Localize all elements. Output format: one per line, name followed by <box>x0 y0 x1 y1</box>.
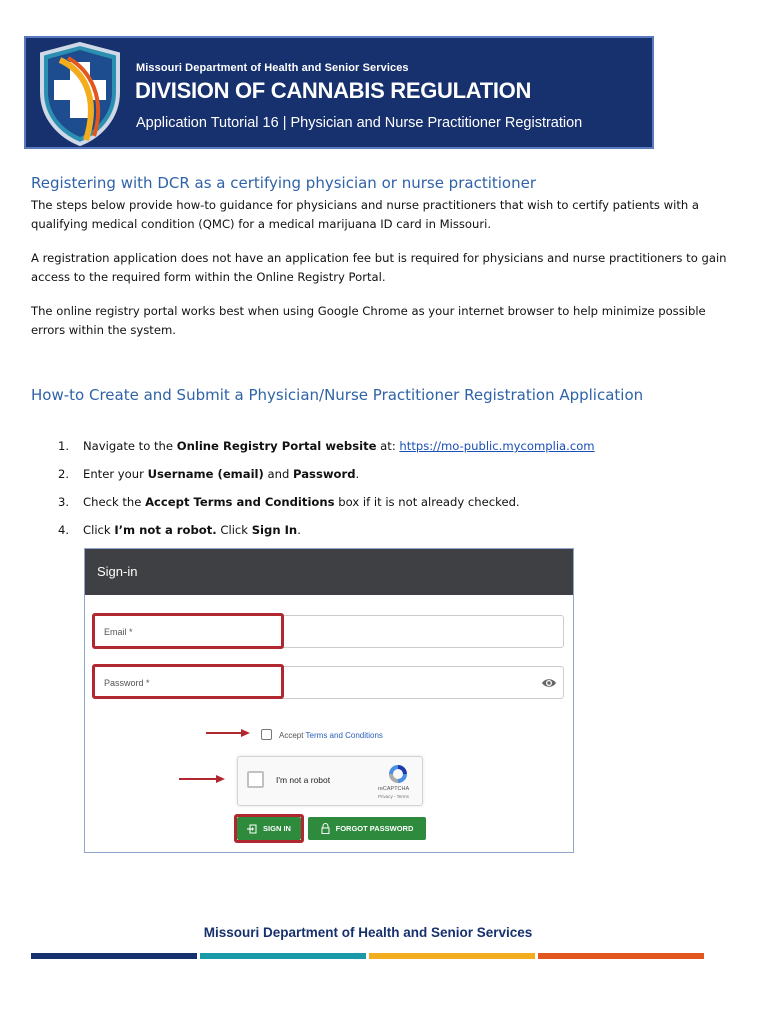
department-name: Missouri Department of Health and Senior Services <box>136 62 409 74</box>
paragraph-intro: The steps below provide how-to guidance for physicians and nurse practitioners that wish to certify patients with a qualifying medical condition (QMC) for a medical marijuana ID card in Missouri. <box>31 198 700 231</box>
recaptcha-privacy-links[interactable]: Privacy - Terms <box>378 794 409 799</box>
steps-list <box>58 437 595 549</box>
paragraph-fee: A registration application does not have an application fee but is required for physicians and nurse practitioners to gain access to the required form within the Online Registry Portal. <box>31 251 727 284</box>
footer-bar-navy <box>31 953 197 959</box>
terms-link[interactable]: Terms and Conditions <box>305 731 383 740</box>
forgot-password-label: FORGOT PASSWORD <box>335 824 414 833</box>
signin-screenshot <box>84 548 574 853</box>
recaptcha-checkbox[interactable] <box>247 771 264 788</box>
section-heading-how-to: How-to Create and Submit a Physician/Nurse Practitioner Registration Application <box>31 386 644 404</box>
signin-header <box>85 549 573 595</box>
section-heading-registering: Registering with DCR as a certifying physician or nurse practitioner <box>31 174 536 192</box>
sign-in-highlight <box>234 814 304 843</box>
paragraph-browser: The online registry portal works best when using Google Chrome as your internet browser to help minimize possible errors within the system. <box>31 304 706 337</box>
header-banner <box>24 36 654 149</box>
forgot-password-button[interactable] <box>308 817 426 840</box>
lock-icon <box>321 823 330 834</box>
footer-department: Missouri Department of Health and Senior Services <box>203 925 533 940</box>
portal-link[interactable]: https://mo-public.mycomplia.com <box>399 439 595 453</box>
step-item: 2. Enter your Username (email) and Password. <box>58 467 360 481</box>
password-highlight <box>92 664 284 699</box>
step-item: 1. Navigate to the Online Registry Portal website at: https://mo-public.mycomplia.com <box>58 439 595 453</box>
step-item: 3. Check the Accept Terms and Conditions box if it is not already checked. <box>58 495 520 509</box>
footer-bar-teal <box>200 953 366 959</box>
tutorial-subtitle: Application Tutorial 16 | Physician and Nurse Practitioner Registration <box>136 115 583 131</box>
recaptcha-brand: reCAPTCHA <box>378 786 410 792</box>
accept-terms-checkbox[interactable] <box>261 729 272 740</box>
arrow-right-icon <box>179 774 225 784</box>
recaptcha-icon <box>386 763 410 785</box>
email-label: Email * <box>104 627 133 637</box>
terms-prefix: Accept <box>279 731 306 740</box>
sign-in-label: SIGN IN <box>263 824 291 833</box>
recaptcha-widget <box>237 756 423 806</box>
email-highlight <box>92 613 284 649</box>
step-item: 4. Click I’m not a robot. Click Sign In. <box>58 523 301 537</box>
recaptcha-label: I'm not a robot <box>276 775 331 785</box>
footer-bar-gold <box>369 953 535 959</box>
arrow-right-icon <box>206 728 250 738</box>
accept-terms-row <box>261 729 383 740</box>
division-title: DIVISION OF CANNABIS REGULATION <box>135 78 532 103</box>
footer-bar-orange <box>538 953 704 959</box>
signin-title: Sign-in <box>97 564 138 579</box>
password-label: Password * <box>104 678 150 688</box>
cross-shield-logo <box>30 40 130 148</box>
eye-icon[interactable] <box>541 675 557 691</box>
